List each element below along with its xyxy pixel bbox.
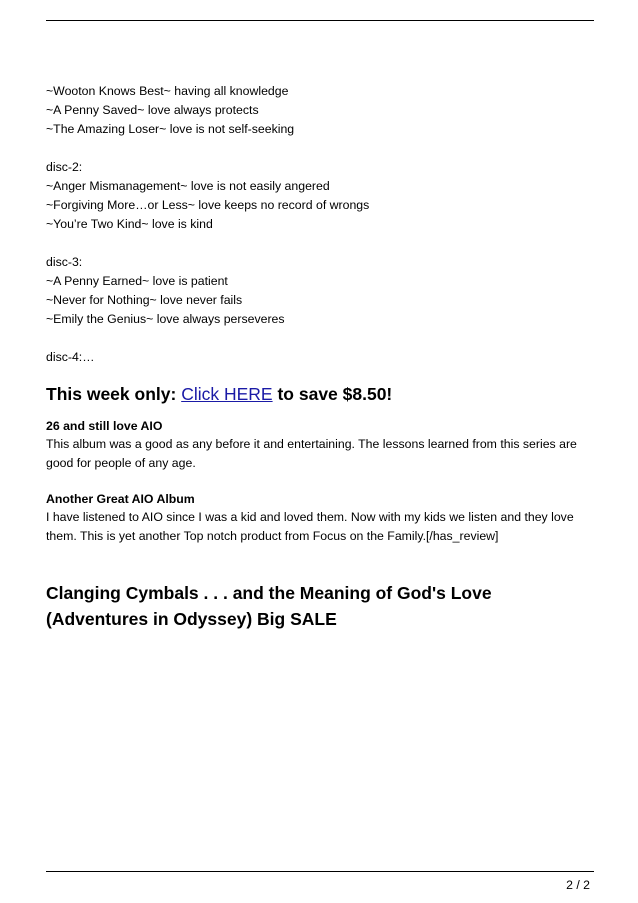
review — [46, 490, 594, 546]
reviews-section — [46, 417, 594, 546]
disc-label: disc-2: — [46, 160, 83, 174]
review — [46, 417, 594, 473]
track-line: ~You’re Two Kind~ love is kind — [46, 217, 213, 231]
page-content — [46, 82, 594, 632]
track-line: ~The Amazing Loser~ love is not self-seeking — [46, 122, 295, 136]
track-line: ~Anger Mismanagement~ love is not easily angered — [46, 179, 330, 193]
spacer — [46, 329, 594, 348]
review-body: This album was a good as any before it and entertaining. The lessons learned from this series are good for people of any age. — [46, 437, 577, 470]
top-rule — [46, 20, 594, 21]
track-line: ~Never for Nothing~ love never fails — [46, 293, 243, 307]
spacer — [46, 139, 594, 158]
disc-label: disc-4:… — [46, 350, 95, 364]
tracklist — [46, 82, 594, 367]
review-title: 26 and still love AIO — [46, 419, 163, 433]
sale-heading: Clanging Cymbals . . . and the Meaning of God's Love (Adventures in Odyssey) Big SALE — [46, 583, 492, 629]
review-title: Another Great AIO Album — [46, 492, 195, 506]
promo-suffix: to save $8.50! — [277, 384, 393, 404]
track-line: ~A Penny Earned~ love is patient — [46, 274, 228, 288]
track-line: ~Wooton Knows Best~ having all knowledge — [46, 84, 289, 98]
promo-heading — [46, 383, 594, 405]
promo-prefix: This week only: — [46, 384, 177, 404]
track-line: ~Forgiving More…or Less~ love keeps no record of wrongs — [46, 198, 370, 212]
spacer — [46, 234, 594, 253]
disc-label: disc-3: — [46, 255, 83, 269]
track-line: ~A Penny Saved~ love always protects — [46, 103, 259, 117]
click-here-link[interactable]: Click HERE — [181, 384, 273, 404]
bottom-rule — [46, 871, 594, 872]
page-number: 2 / 2 — [566, 878, 590, 892]
review-body: I have listened to AIO since I was a kid and loved them. Now with my kids we listen and they love them. This is yet another Top notch product from Focus on the Family.[/has_review] — [46, 510, 574, 543]
track-line: ~Emily the Genius~ love always perseveres — [46, 312, 285, 326]
